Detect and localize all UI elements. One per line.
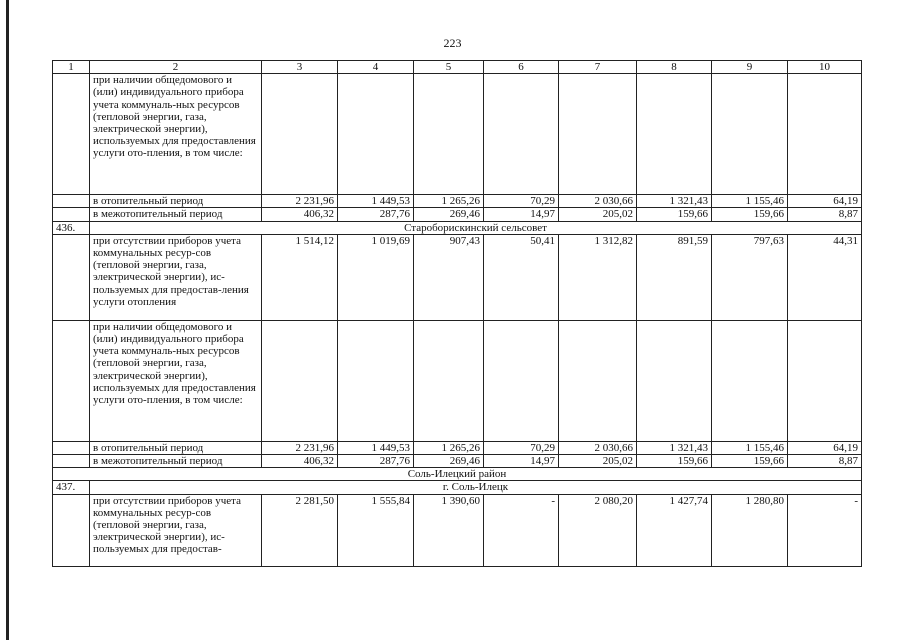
- table-row: [53, 208, 862, 221]
- header-cell: 6: [484, 61, 559, 74]
- value-cell: 1 321,43: [637, 441, 712, 454]
- value-cell: 64,19: [788, 195, 862, 208]
- value-cell: 159,66: [637, 208, 712, 221]
- value-cell: 907,43: [414, 234, 484, 320]
- value-cell: 269,46: [414, 455, 484, 468]
- table-cell: [53, 208, 90, 221]
- table-cell: [53, 74, 90, 195]
- value-cell: 205,02: [559, 455, 637, 468]
- table-cell: [53, 455, 90, 468]
- value-cell: 1 555,84: [338, 494, 414, 566]
- value-cell: 2 231,96: [262, 441, 338, 454]
- table-row: [53, 455, 862, 468]
- table-cell: [637, 74, 712, 195]
- table-row: [53, 74, 862, 195]
- header-cell: 5: [414, 61, 484, 74]
- table-header-row: [53, 61, 862, 74]
- table-cell: [414, 74, 484, 195]
- value-cell: 8,87: [788, 455, 862, 468]
- value-cell: 1 514,12: [262, 234, 338, 320]
- header-cell: 2: [90, 61, 262, 74]
- table-row: [53, 234, 862, 320]
- value-cell: 1 390,60: [414, 494, 484, 566]
- district-title: Соль-Илецкий район: [53, 468, 862, 481]
- value-cell: 406,32: [262, 455, 338, 468]
- header-cell: 8: [637, 61, 712, 74]
- section-number: 437.: [53, 481, 90, 494]
- table-cell: [637, 320, 712, 441]
- value-cell: 797,63: [712, 234, 788, 320]
- value-cell: 287,76: [338, 208, 414, 221]
- section-title: г. Соль-Илецк: [90, 481, 862, 494]
- row-label: при наличии общедомового и (или) индивидуального прибора учета коммуналь-ных ресурсов (тепловой энергии, газа, электрической энергии), используемых для предоставления услуги ото-пления, в том числе:: [90, 74, 262, 195]
- table-cell: [338, 74, 414, 195]
- value-cell: 2 030,66: [559, 195, 637, 208]
- section-title: Староборискинский сельсовет: [90, 221, 862, 234]
- section-row: [53, 221, 862, 234]
- value-cell: 1 265,26: [414, 195, 484, 208]
- row-label: при отсутствии приборов учета коммунальных ресур-сов (тепловой энергии, газа, электрической энергии), ис-пользуемых для предостав-: [90, 494, 262, 566]
- table-cell: [788, 320, 862, 441]
- value-cell: 891,59: [637, 234, 712, 320]
- table-cell: [484, 320, 559, 441]
- value-cell: 2 080,20: [559, 494, 637, 566]
- value-cell: 1 312,82: [559, 234, 637, 320]
- table-cell: [414, 320, 484, 441]
- value-cell: 159,66: [637, 455, 712, 468]
- row-label: при отсутствии приборов учета коммунальных ресур-сов (тепловой энергии, газа, электрической энергии), ис-пользуемых для предостав-ления услуги отопления: [90, 234, 262, 320]
- value-cell: 269,46: [414, 208, 484, 221]
- value-cell: 1 449,53: [338, 441, 414, 454]
- page-number: 223: [443, 36, 462, 50]
- district-row: [53, 468, 862, 481]
- table-row: [53, 320, 862, 441]
- value-cell: 50,41: [484, 234, 559, 320]
- value-cell: 1 427,74: [637, 494, 712, 566]
- row-label: в межотопительный период: [90, 455, 262, 468]
- section-number: 436.: [53, 221, 90, 234]
- header-cell: 7: [559, 61, 637, 74]
- row-label: в межотопительный период: [90, 208, 262, 221]
- row-label: в отопительный период: [90, 441, 262, 454]
- value-cell: 287,76: [338, 455, 414, 468]
- value-cell: 14,97: [484, 208, 559, 221]
- table-cell: [559, 320, 637, 441]
- tariff-table: [52, 60, 862, 567]
- value-cell: 44,31: [788, 234, 862, 320]
- value-cell: 2 281,50: [262, 494, 338, 566]
- row-label: при наличии общедомового и (или) индивидуального прибора учета коммуналь-ных ресурсов (тепловой энергии, газа, электрической энергии), используемых для предоставления услуги ото-пления, в том числе:: [90, 320, 262, 441]
- table-cell: [53, 234, 90, 320]
- value-cell: 205,02: [559, 208, 637, 221]
- value-cell: 70,29: [484, 195, 559, 208]
- table-cell: [53, 441, 90, 454]
- table-cell: [262, 74, 338, 195]
- section-row: [53, 481, 862, 494]
- table-cell: [788, 74, 862, 195]
- header-cell: 4: [338, 61, 414, 74]
- value-cell: 159,66: [712, 455, 788, 468]
- value-cell: 14,97: [484, 455, 559, 468]
- table-row: [53, 494, 862, 566]
- value-cell: 64,19: [788, 441, 862, 454]
- table-cell: [712, 320, 788, 441]
- value-cell: 1 280,80: [712, 494, 788, 566]
- row-label: в отопительный период: [90, 195, 262, 208]
- left-margin-rule: [6, 0, 9, 640]
- value-cell: 1 155,46: [712, 441, 788, 454]
- header-cell: 3: [262, 61, 338, 74]
- value-cell: 1 155,46: [712, 195, 788, 208]
- value-cell: 406,32: [262, 208, 338, 221]
- table-cell: [338, 320, 414, 441]
- value-cell: 1 019,69: [338, 234, 414, 320]
- table-cell: [484, 74, 559, 195]
- header-cell: 10: [788, 61, 862, 74]
- value-cell: 8,87: [788, 208, 862, 221]
- value-cell: 2 030,66: [559, 441, 637, 454]
- table-cell: [53, 320, 90, 441]
- table-cell: [53, 494, 90, 566]
- table-cell: [262, 320, 338, 441]
- table-cell: [53, 195, 90, 208]
- value-cell: 1 321,43: [637, 195, 712, 208]
- value-cell: -: [788, 494, 862, 566]
- table-row: [53, 195, 862, 208]
- value-cell: 70,29: [484, 441, 559, 454]
- table-row: [53, 441, 862, 454]
- value-cell: 1 265,26: [414, 441, 484, 454]
- header-cell: 1: [53, 61, 90, 74]
- value-cell: -: [484, 494, 559, 566]
- value-cell: 1 449,53: [338, 195, 414, 208]
- header-cell: 9: [712, 61, 788, 74]
- table-cell: [712, 74, 788, 195]
- value-cell: 2 231,96: [262, 195, 338, 208]
- value-cell: 159,66: [712, 208, 788, 221]
- table-cell: [559, 74, 637, 195]
